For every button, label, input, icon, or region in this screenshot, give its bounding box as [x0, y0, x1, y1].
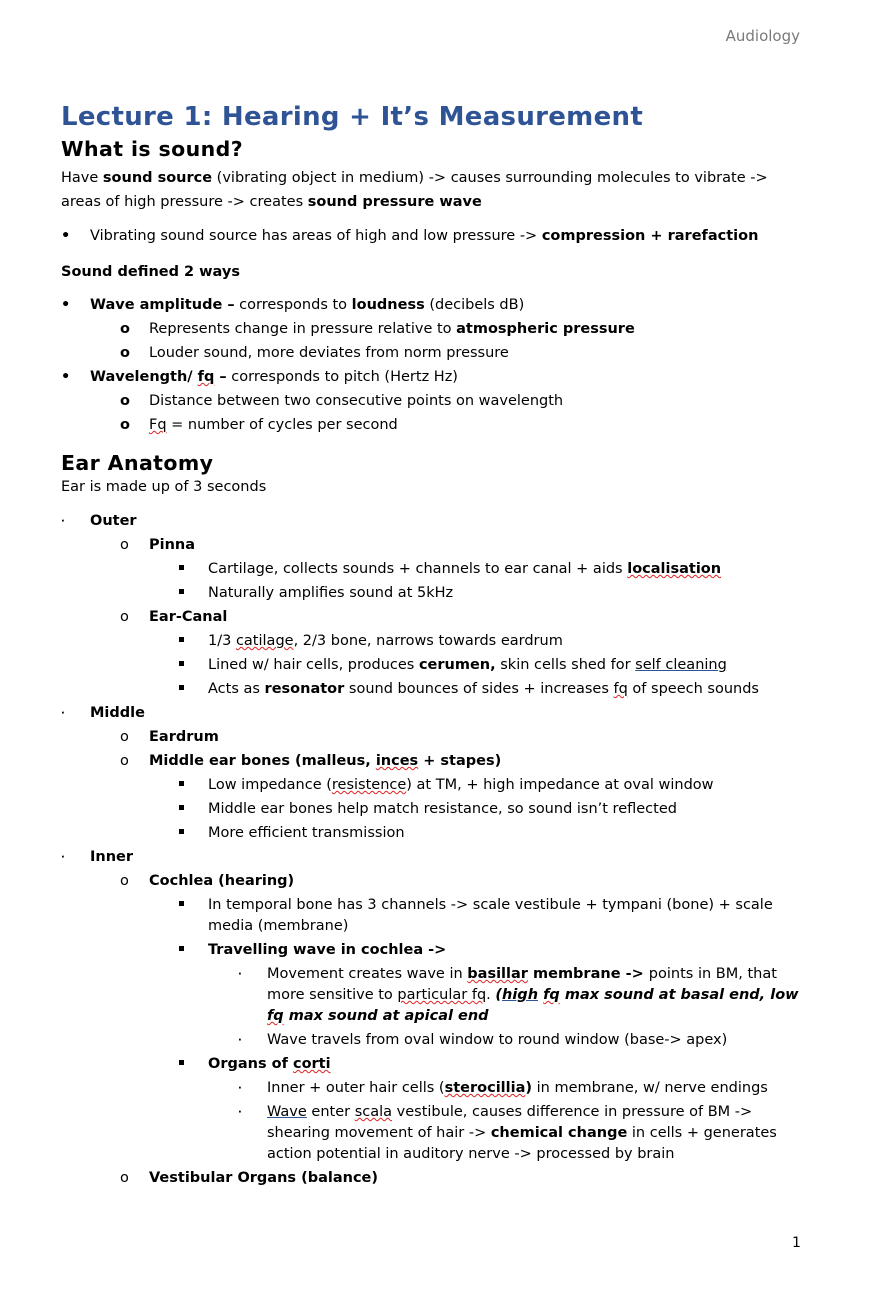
square-bullet-icon — [179, 1054, 184, 1075]
list-item: More efficient transmission — [61, 823, 801, 844]
ring-bullet-icon: o — [120, 873, 129, 889]
heading-ear-anatomy: Ear Anatomy — [61, 451, 214, 475]
list-item: Naturally amplifies sound at 5kHz — [61, 583, 801, 604]
square-bullet-icon — [179, 895, 184, 916]
list-item-outer: · Outer — [61, 511, 801, 532]
list-item: o Cochlea (hearing) — [61, 871, 801, 892]
heading-what-is-sound: What is sound? — [61, 137, 243, 161]
list-item: Lined w/ hair cells, produces cerumen, skin cells shed for self cleaning — [61, 655, 801, 676]
small-dot-icon: · — [238, 969, 242, 980]
list-item: · Wave travels from oval window to round window (base-> apex) — [61, 1030, 801, 1051]
list-item: • Wavelength/ fq – corresponds to pitch (Hertz Hz) — [61, 367, 801, 388]
list-item: • Vibrating sound source has areas of high and low pressure -> compression + rarefaction — [61, 226, 801, 247]
list-item: o Pinna — [61, 535, 801, 556]
square-bullet-icon — [179, 799, 184, 820]
subheading-sound-defined: Sound defined 2 ways — [61, 264, 240, 280]
ring-bullet-icon: o — [120, 393, 130, 409]
list-item: Travelling wave in cochlea -> — [61, 940, 801, 961]
square-bullet-icon — [179, 583, 184, 604]
list-item: o Vestibular Organs (balance) — [61, 1168, 801, 1189]
document-body — [61, 98, 801, 1192]
bullet-icon: • — [61, 228, 71, 244]
ring-bullet-icon: o — [120, 537, 129, 553]
list-item: 1/3 catilage, 2/3 bone, narrows towards eardrum — [61, 631, 801, 652]
square-bullet-icon — [179, 679, 184, 700]
small-dot-icon: · — [238, 1035, 242, 1046]
square-bullet-icon — [179, 823, 184, 844]
square-bullet-icon — [179, 655, 184, 676]
list-item: · Movement creates wave in basillar membrane -> points in BM, that more sensitive to particular fq. (high fq max sound at basal end, low fq max sound at apical end — [238, 966, 799, 1024]
list-item: o Represents change in pressure relative to atmospheric pressure — [61, 319, 801, 340]
small-dot-icon: · — [61, 852, 65, 863]
bullet-icon: • — [61, 369, 71, 385]
small-dot-icon: · — [238, 1083, 242, 1094]
square-bullet-icon — [179, 631, 184, 652]
sound-intro: Have sound source (vibrating object in medium) -> causes surrounding molecules to vibrate -> areas of high pressure -> creates sound pressure wave — [61, 170, 768, 210]
ring-bullet-icon: o — [120, 753, 129, 769]
list-item-inner: · Inner — [61, 847, 801, 868]
ring-bullet-icon: o — [120, 417, 130, 433]
square-bullet-icon — [179, 559, 184, 580]
ear-intro: Ear is made up of 3 seconds — [61, 479, 267, 495]
list-item: Middle ear bones help match resistance, so sound isn’t reflected — [61, 799, 801, 820]
list-item-middle: · Middle — [61, 703, 801, 724]
page-title: Lecture 1: Hearing + It’s Measurement — [61, 102, 644, 132]
list-item: In temporal bone has 3 channels -> scale vestibule + tympani (bone) + scale media (membrane) — [61, 895, 801, 937]
list-item: · Inner + outer hair cells (sterocillia) in membrane, w/ nerve endings — [61, 1078, 801, 1099]
ring-bullet-icon: o — [120, 609, 129, 625]
ring-bullet-icon: o — [120, 321, 130, 337]
square-bullet-icon — [179, 940, 184, 961]
page-header: Audiology — [725, 27, 800, 45]
list-item: o Fq = number of cycles per second — [61, 415, 801, 436]
bullet-icon: • — [61, 297, 71, 313]
list-item: o Louder sound, more deviates from norm pressure — [61, 343, 801, 364]
list-item: o Middle ear bones (malleus, inces + stapes) — [61, 751, 801, 772]
small-dot-icon: · — [61, 516, 65, 527]
list-item: Low impedance (resistence) at TM, + high impedance at oval window — [61, 775, 801, 796]
page-number: 1 — [792, 1235, 801, 1251]
list-item: Acts as resonator sound bounces of sides + increases fq of speech sounds — [61, 679, 801, 700]
list-item: Cartilage, collects sounds + channels to ear canal + aids localisation — [61, 559, 801, 580]
list-item: • Wave amplitude – corresponds to loudness (decibels dB) — [61, 295, 801, 316]
list-item: o Eardrum — [61, 727, 801, 748]
list-item: Organs of corti — [61, 1054, 801, 1075]
small-dot-icon: · — [238, 1107, 242, 1118]
small-dot-icon: · — [61, 708, 65, 719]
square-bullet-icon — [179, 775, 184, 796]
list-item: · Wave enter scala vestibule, causes difference in pressure of BM -> shearing movement of hair -> chemical change in cells + generates action potential in auditory nerve -> processed by brain — [238, 1104, 777, 1162]
list-item: o Distance between two consecutive points on wavelength — [61, 391, 801, 412]
ring-bullet-icon: o — [120, 345, 130, 361]
ring-bullet-icon: o — [120, 729, 129, 745]
list-item: o Ear-Canal — [61, 607, 801, 628]
ring-bullet-icon: o — [120, 1170, 129, 1186]
